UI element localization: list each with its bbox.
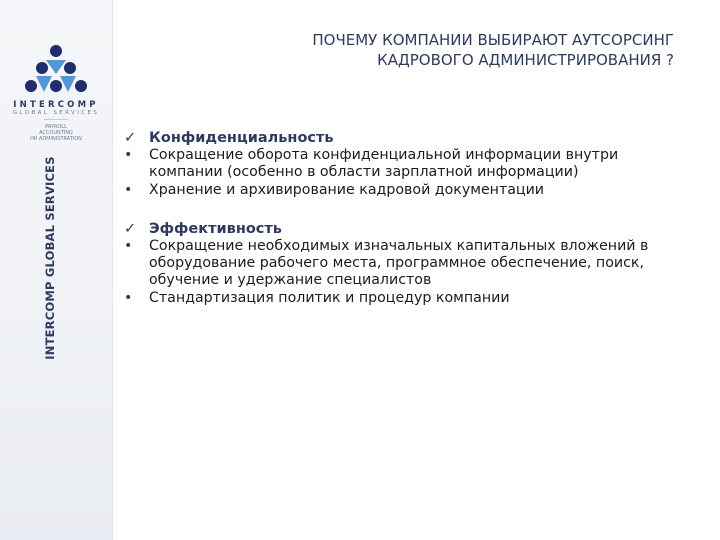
- list-item-text: Стандартизация политик и процедур компании: [149, 289, 510, 306]
- brand-divider: [44, 119, 68, 120]
- bullet-icon: •: [124, 289, 133, 306]
- intercomp-logo-icon: [24, 44, 88, 96]
- sidebar: [0, 0, 113, 540]
- list-item: [124, 182, 684, 199]
- section-heading-text: Конфиденциальность: [149, 130, 334, 146]
- section-efficiency: [124, 221, 684, 307]
- list-item: [124, 290, 684, 307]
- brand-name: INTERCOMP: [13, 100, 99, 110]
- list-item-text: Сокращение необходимых изначальных капитальных вложений в оборудование рабочего места, программное обеспечение, поиск, обучение и удержание специалистов: [149, 238, 649, 289]
- title-line-2: КАДРОВОГО АДМИНИСТРИРОВАНИЯ ?: [377, 51, 674, 69]
- section-heading: [124, 130, 684, 147]
- tagline-line: HR ADMINISTRATION: [30, 136, 82, 142]
- section-heading: [124, 221, 684, 238]
- vertical-brand-text: INTERCOMP GLOBAL SERVICES: [43, 156, 57, 360]
- brand-tagline: [0, 124, 112, 142]
- list-item-text: Сокращение оборота конфиденциальной информации внутри компании (особенно в области зарплатной информации): [149, 147, 619, 181]
- checkmark-icon: ✓: [124, 220, 137, 237]
- slide-content: [124, 130, 684, 329]
- bullet-icon: •: [124, 147, 133, 164]
- slide-title: [154, 30, 674, 70]
- section-confidentiality: [124, 130, 684, 199]
- bullet-icon: •: [124, 238, 133, 255]
- checkmark-icon: ✓: [124, 130, 137, 146]
- list-item-text: Хранение и архивирование кадровой документации: [149, 181, 545, 198]
- title-line-1: ПОЧЕМУ КОМПАНИИ ВЫБИРАЮТ АУТСОРСИНГ: [312, 31, 674, 49]
- brand-subtitle: GLOBAL SERVICES: [12, 110, 100, 116]
- list-item: [124, 147, 684, 181]
- section-heading-text: Эффективность: [149, 220, 282, 237]
- list-item: [124, 238, 684, 290]
- bullet-icon: •: [124, 181, 133, 198]
- tagline-line: PAYROLL: [45, 124, 67, 130]
- tagline-line: ACCOUNTING: [39, 130, 73, 136]
